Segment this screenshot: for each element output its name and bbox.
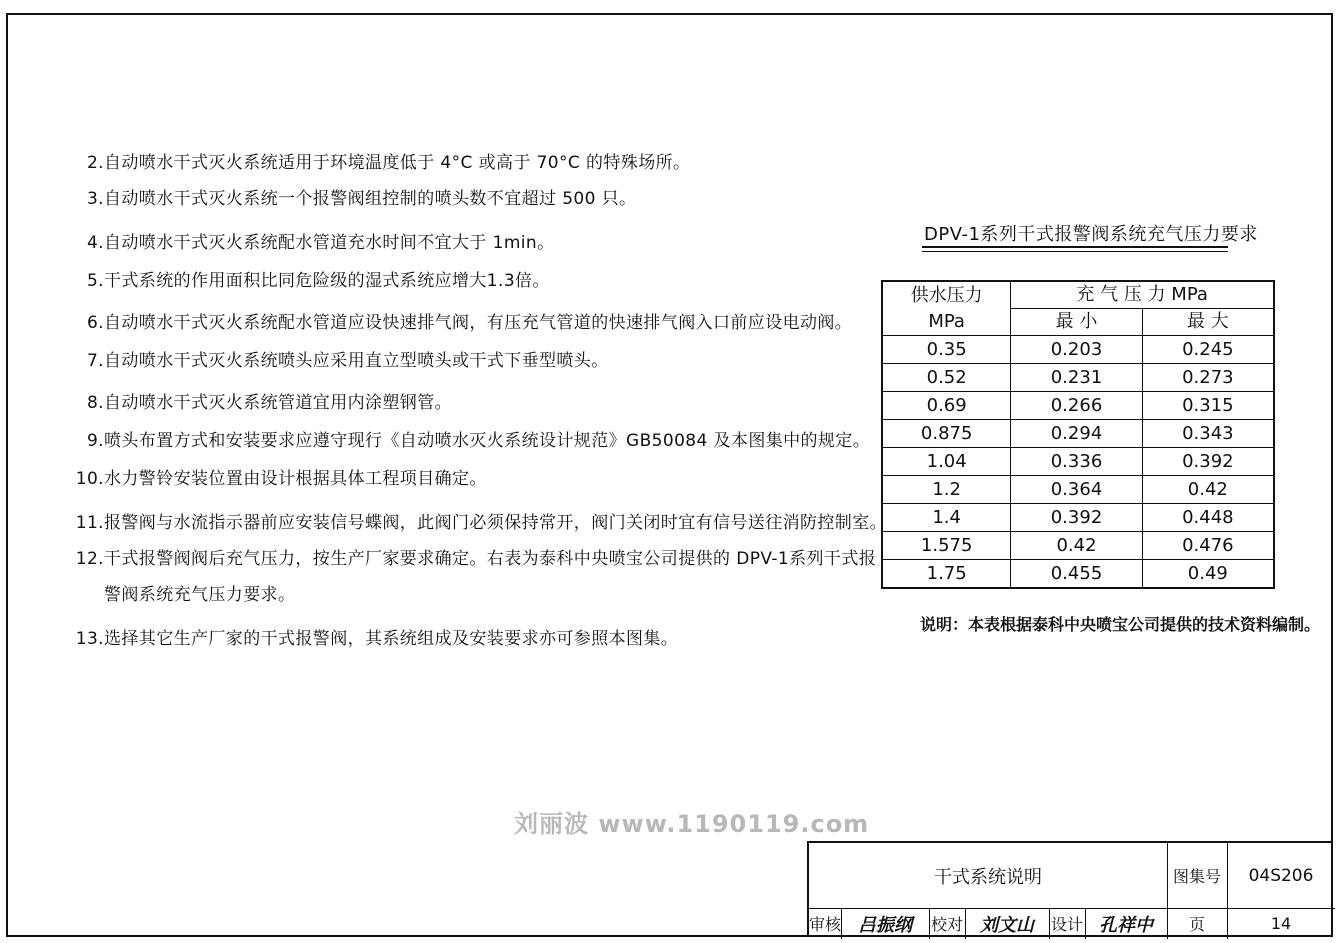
page-label: 页 <box>1188 915 1205 934</box>
page-number: 14 <box>1270 914 1292 933</box>
note-item: 4.自动喷水干式灭火系统配水管道充水时间不宜大于 1min。 <box>86 233 555 253</box>
note-item: 警阀系统充气压力要求。 <box>104 585 296 605</box>
review-label: 审核 <box>809 915 842 934</box>
table-row: 1.575 0.42 0.476 <box>882 532 1274 560</box>
review-signature: 吕振纲 <box>858 914 912 936</box>
drawing-title: 干式系统说明 <box>934 866 1042 888</box>
table-row: 0.35 0.203 0.245 <box>882 336 1274 364</box>
header-min: 最 小 <box>1011 309 1142 336</box>
table-row: 1.4 0.392 0.448 <box>882 504 1274 532</box>
note-item: 10.水力警铃安装位置由设计根据具体工程项目确定。 <box>75 469 487 489</box>
note-item: 7.自动喷水干式灭火系统喷头应采用直立型喷头或干式下垂型喷头。 <box>86 351 609 371</box>
table-title: DPV-1系列干式报警阀系统充气压力要求 <box>924 224 1258 245</box>
design-label: 设计 <box>1050 915 1083 934</box>
table-row: 1.04 0.336 0.392 <box>882 448 1274 476</box>
design-signature: 孔祥中 <box>1099 914 1153 936</box>
note-item: 3.自动喷水干式灭火系统一个报警阀组控制的喷头数不宜超过 500 只。 <box>86 189 637 209</box>
atlas-number: 04S206 <box>1248 865 1314 886</box>
note-item: 8.自动喷水干式灭火系统管道宜用内涂塑钢管。 <box>86 393 452 413</box>
watermark: 刘丽波 www.1190119.com <box>514 810 870 838</box>
header-supply-pressure: 供水压力 MPa <box>882 281 1011 336</box>
note-item: 5.干式系统的作用面积比同危险级的湿式系统应增大1.3倍。 <box>86 271 550 291</box>
header-max: 最 大 <box>1142 309 1274 336</box>
table-row: 0.52 0.231 0.273 <box>882 364 1274 392</box>
header-charge-pressure: 充 气 压 力 MPa <box>1011 281 1274 309</box>
check-signature: 刘文山 <box>980 914 1034 936</box>
note-item: 12.干式报警阀阀后充气压力，按生产厂家要求确定。右表为泰科中央喷宝公司提供的 DPV-1系列干式报 <box>75 549 877 569</box>
title-underline <box>922 246 1228 248</box>
note-item: 6.自动喷水干式灭火系统配水管道应设快速排气阀，有压充气管道的快速排气阀入口前应设电动阀。 <box>86 313 853 333</box>
title-block <box>807 841 1333 937</box>
note-item: 13.选择其它生产厂家的干式报警阀，其系统组成及安装要求亦可参照本图集。 <box>75 629 679 649</box>
note-item: 2.自动喷水干式灭火系统适用于环境温度低于 4°C 或高于 70°C 的特殊场所。 <box>86 153 691 173</box>
title-underline <box>922 251 1228 252</box>
table-row: 1.75 0.455 0.49 <box>882 560 1274 589</box>
atlas-label: 图集号 <box>1172 867 1221 886</box>
check-label: 校对 <box>930 915 963 934</box>
note-item: 9.喷头布置方式和安装要求应遵守现行《自动喷水灭火系统设计规范》GB50084 及本图集中的规定。 <box>86 431 871 451</box>
note-item: 11.报警阀与水流指示器前应安装信号蝶阀，此阀门必须保持常开，阀门关闭时宜有信号送往消防控制室。 <box>75 513 887 533</box>
pressure-table <box>881 280 1275 589</box>
table-row: 0.69 0.266 0.315 <box>882 392 1274 420</box>
table-row: 0.875 0.294 0.343 <box>882 420 1274 448</box>
table-note: 说明：本表根据泰科中央喷宝公司提供的技术资料编制。 <box>920 615 1321 634</box>
table-row: 1.2 0.364 0.42 <box>882 476 1274 504</box>
